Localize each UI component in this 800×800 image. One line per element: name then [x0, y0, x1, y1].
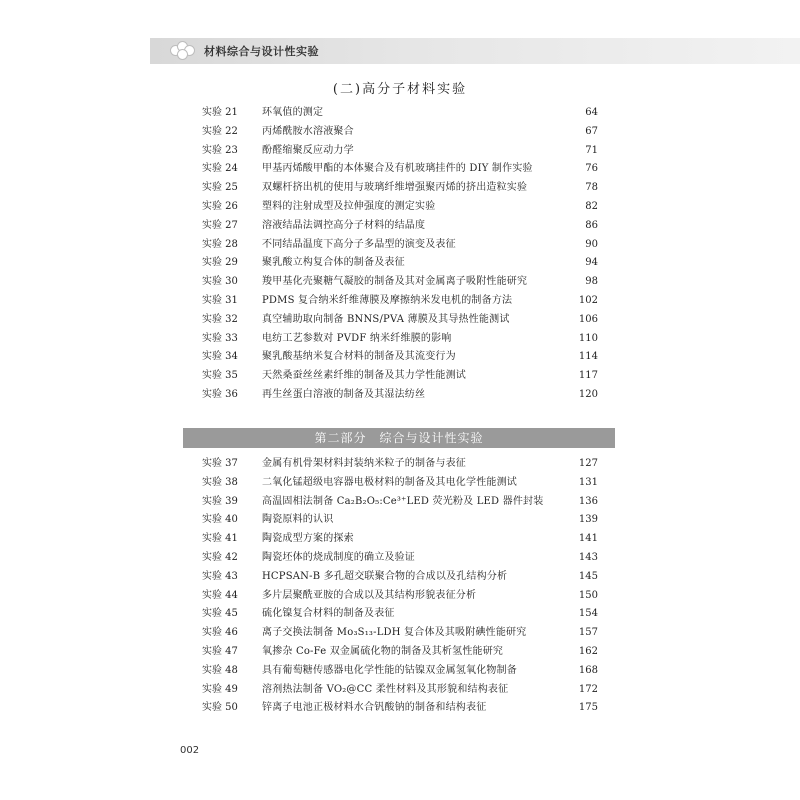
toc-row[interactable] — [202, 662, 598, 681]
toc-row[interactable] — [202, 198, 598, 217]
page-ref: 139 — [578, 514, 598, 526]
experiment-title: 双螺杆挤出机的使用与玻璃纤维增强聚丙烯的挤出造粒实验 — [262, 182, 528, 194]
toc-row[interactable] — [202, 530, 598, 549]
experiment-number: 实验 41 — [202, 533, 238, 545]
section-title: (二)高分子材料实验 — [332, 82, 468, 97]
experiment-number: 实验 48 — [202, 664, 238, 676]
page-ref: 76 — [585, 163, 598, 175]
toc-row[interactable] — [202, 605, 598, 624]
experiment-number: 实验 25 — [202, 182, 238, 194]
toc-row[interactable] — [202, 568, 598, 587]
toc-list-polymer — [202, 104, 598, 405]
toc-row[interactable] — [202, 511, 598, 530]
page-number: 002 — [180, 745, 200, 756]
experiment-number: 实验 29 — [202, 257, 238, 269]
book-title: 材料综合与设计性实验 — [204, 45, 319, 58]
page-ref: 67 — [585, 125, 598, 137]
experiment-title: 溶液结晶法调控高分子材料的结晶度 — [262, 219, 426, 231]
toc-row[interactable] — [202, 254, 598, 273]
experiment-title: 天然桑蚕丝丝素纤维的制备及其力学性能测试 — [262, 370, 466, 382]
experiment-title: 硫化镍复合材料的制备及表征 — [262, 608, 395, 620]
experiment-number: 实验 35 — [202, 370, 238, 382]
toc-row[interactable] — [202, 311, 598, 330]
page-ref: 136 — [578, 495, 598, 507]
page-ref: 172 — [578, 683, 598, 695]
experiment-title: 不同结晶温度下高分子多晶型的演变及表征 — [262, 238, 456, 250]
toc-row[interactable] — [202, 104, 598, 123]
page-ref: 94 — [585, 257, 598, 269]
page-ref: 117 — [578, 370, 598, 382]
toc-row[interactable] — [202, 330, 598, 349]
page-ref: 145 — [578, 570, 598, 582]
experiment-title: 具有葡萄糖传感器电化学性能的钴镍双金属氢氧化物制备 — [262, 664, 517, 676]
page-ref: 98 — [585, 276, 598, 288]
experiment-title: 甲基丙烯酸甲酯的本体聚合及有机玻璃挂件的 DIY 制作实验 — [262, 163, 533, 175]
experiment-title: 陶瓷坯体的烧成制度的确立及验证 — [262, 551, 415, 563]
experiment-number: 实验 37 — [202, 458, 238, 469]
experiment-number: 实验 49 — [202, 683, 238, 695]
toc-row[interactable] — [202, 236, 598, 255]
experiment-title: 聚乳酸基纳米复合材料的制备及其流变行为 — [262, 351, 456, 363]
experiment-number: 实验 30 — [202, 276, 238, 288]
page-ref: 110 — [578, 332, 598, 344]
experiment-number: 实验 43 — [202, 570, 238, 582]
experiment-number: 实验 22 — [202, 125, 238, 137]
toc-row[interactable] — [202, 273, 598, 292]
experiment-title: PDMS 复合纳米纤维薄膜及摩擦纳米发电机的制备方法 — [262, 294, 513, 306]
experiment-title: 二氧化锰超级电容器电极材料的制备及其电化学性能测试 — [262, 476, 517, 488]
experiment-number: 实验 34 — [202, 351, 238, 363]
toc-row[interactable] — [202, 474, 598, 493]
page-ref: 78 — [585, 182, 598, 194]
experiment-title: 酚醛缩聚反应动力学 — [262, 144, 354, 156]
experiment-title: 丙烯酰胺水溶液聚合 — [262, 125, 354, 137]
experiment-number: 实验 21 — [202, 107, 238, 118]
toc-row[interactable] — [202, 549, 598, 568]
toc-row[interactable] — [202, 292, 598, 311]
toc-row[interactable] — [202, 386, 598, 405]
page-ref: 64 — [585, 107, 598, 118]
experiment-number: 实验 24 — [202, 163, 238, 175]
page-ref: 90 — [585, 238, 598, 250]
experiment-number: 实验 40 — [202, 514, 238, 526]
experiment-number: 实验 38 — [202, 476, 238, 488]
page-ref: 168 — [578, 664, 598, 676]
page-ref: 141 — [578, 533, 598, 545]
page-ref: 106 — [578, 313, 598, 325]
page-ref: 175 — [578, 702, 598, 714]
page-ref: 154 — [578, 608, 598, 620]
page-ref: 82 — [585, 200, 598, 212]
experiment-title: 高温固相法制备 Ca₂B₂O₅:Ce³⁺LED 荧光粉及 LED 器件封装 — [262, 495, 544, 507]
experiment-title: 电纺工艺参数对 PVDF 纳米纤维膜的影响 — [262, 332, 452, 344]
experiment-number: 实验 31 — [202, 294, 238, 306]
experiment-number: 实验 45 — [202, 608, 238, 620]
experiment-title: 真空辅助取向制备 BNNS/PVA 薄膜及其导热性能测试 — [262, 313, 510, 325]
experiment-number: 实验 26 — [202, 200, 238, 212]
experiment-title: 塑料的注射成型及拉伸强度的测定实验 — [262, 200, 436, 212]
page-ref: 127 — [578, 458, 598, 469]
page-ref: 86 — [585, 219, 598, 231]
experiment-number: 实验 32 — [202, 313, 238, 325]
experiment-title: 氧掺杂 Co-Fe 双金属硫化物的制备及其析氢性能研究 — [262, 645, 504, 657]
experiment-title: 陶瓷原料的认识 — [262, 514, 334, 526]
page-ref: 102 — [578, 294, 598, 306]
toc-row[interactable] — [202, 367, 598, 386]
experiment-number: 实验 42 — [202, 551, 238, 563]
experiment-title: 多片层聚酰亚胺的合成以及其结构形貌表征分析 — [262, 589, 477, 601]
toc-row[interactable] — [202, 587, 598, 606]
toc-list-part-two — [202, 455, 598, 718]
experiment-title: 金属有机骨架材料封装纳米粒子的制备与表征 — [262, 458, 466, 469]
page-ref: 150 — [578, 589, 598, 601]
experiment-number: 实验 50 — [202, 702, 238, 714]
experiment-number: 实验 46 — [202, 627, 238, 639]
experiment-number: 实验 23 — [202, 144, 238, 156]
page-ref: 114 — [578, 351, 598, 363]
experiment-title: 锌离子电池正极材料水合钒酸钠的制备和结构表征 — [262, 702, 487, 714]
experiment-title: HCPSAN-B 多孔超交联聚合物的合成以及孔结构分析 — [262, 570, 508, 582]
toc-row[interactable] — [202, 179, 598, 198]
experiment-number: 实验 44 — [202, 589, 238, 601]
part-banner: 第二部分 综合与设计性实验 — [183, 428, 615, 448]
experiment-number: 实验 36 — [202, 388, 238, 400]
toc-row[interactable] — [202, 142, 598, 161]
page-ref: 71 — [585, 144, 598, 156]
circles-icon — [170, 41, 196, 59]
experiment-number: 实验 39 — [202, 495, 238, 507]
page-ref: 143 — [578, 551, 598, 563]
experiment-number: 实验 33 — [202, 332, 238, 344]
toc-row[interactable] — [202, 217, 598, 236]
toc-row[interactable] — [202, 624, 598, 643]
toc-row[interactable] — [202, 681, 598, 700]
page-ref: 157 — [578, 627, 598, 639]
experiment-title: 陶瓷成型方案的探索 — [262, 533, 354, 545]
toc-row[interactable] — [202, 455, 598, 474]
experiment-title: 环氧值的测定 — [262, 107, 324, 118]
toc-row[interactable] — [202, 643, 598, 662]
experiment-title: 羧甲基化壳聚糖气凝胶的制备及其对金属离子吸附性能研究 — [262, 276, 528, 288]
experiment-number: 实验 47 — [202, 645, 238, 657]
experiment-title: 聚乳酸立构复合体的制备及表征 — [262, 257, 405, 269]
page-ref: 162 — [578, 645, 598, 657]
experiment-number: 实验 27 — [202, 219, 238, 231]
toc-row[interactable] — [202, 699, 598, 718]
toc-row[interactable] — [202, 160, 598, 179]
experiment-title: 再生丝蛋白溶液的制备及其湿法纺丝 — [262, 388, 426, 400]
page-ref: 120 — [578, 388, 598, 400]
toc-row[interactable] — [202, 123, 598, 142]
experiment-number: 实验 28 — [202, 238, 238, 250]
page-ref: 131 — [578, 476, 598, 488]
experiment-title: 离子交换法制备 Mo₃S₁₃-LDH 复合体及其吸附碘性能研究 — [262, 627, 527, 639]
experiment-title: 溶剂热法制备 VO₂@CC 柔性材料及其形貌和结构表征 — [262, 683, 509, 695]
toc-row[interactable] — [202, 348, 598, 367]
toc-row[interactable] — [202, 493, 598, 512]
